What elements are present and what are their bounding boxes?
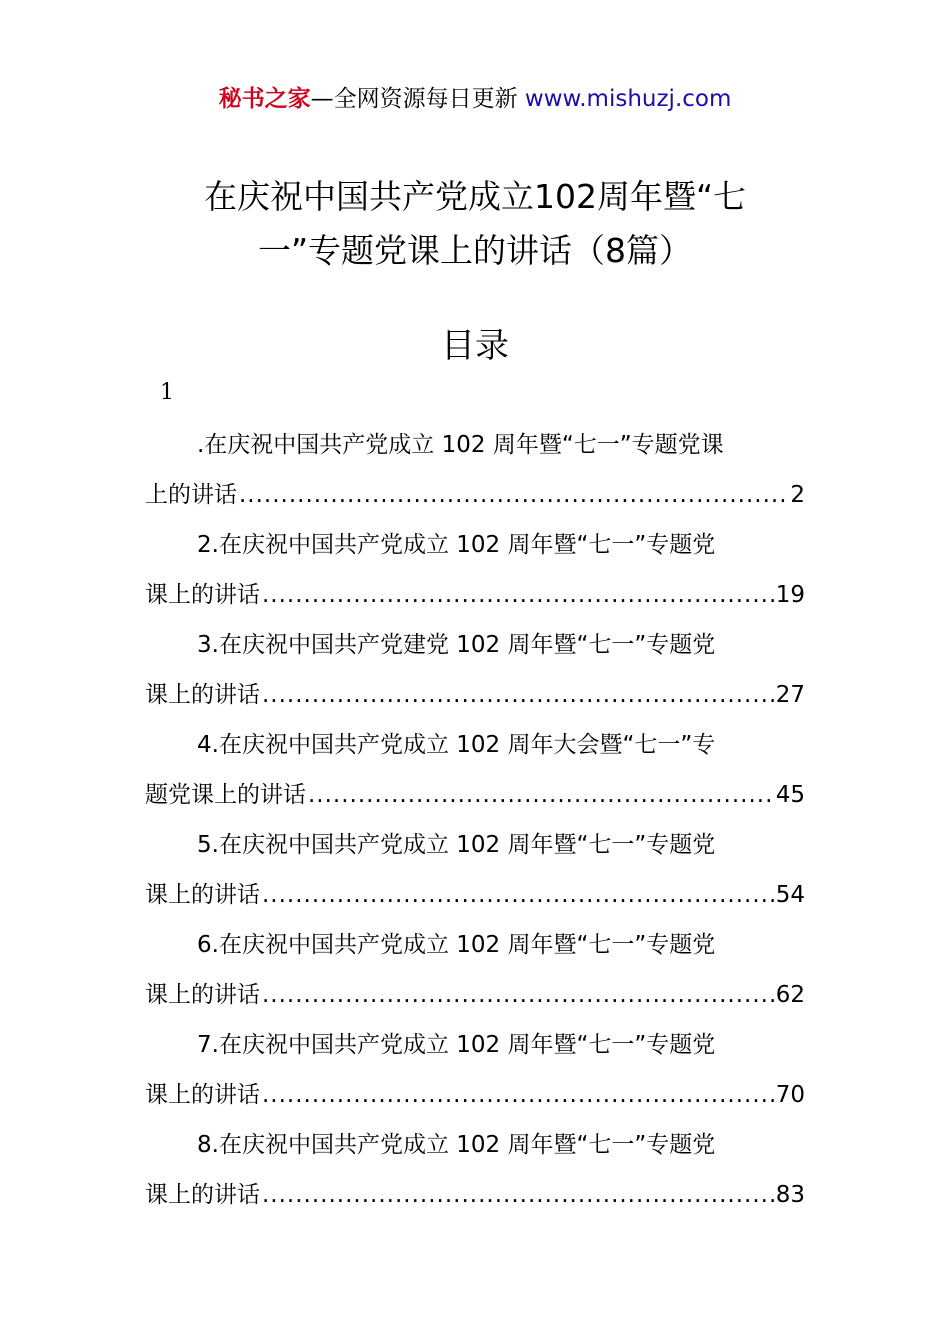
toc-page-number: 2 bbox=[790, 482, 805, 508]
toc-page-number: 62 bbox=[775, 982, 805, 1008]
toc-entry[interactable] bbox=[145, 920, 805, 1020]
toc-page-number: 83 bbox=[775, 1182, 805, 1208]
toc-entry-title-cont: 课上的讲话 bbox=[145, 682, 260, 708]
toc-entry-title-cont: 题党课上的讲话 bbox=[145, 782, 306, 808]
toc-entry[interactable] bbox=[145, 820, 805, 920]
title-line-1: 在庆祝中国共产党成立102周年暨“七 bbox=[203, 177, 747, 216]
document-title bbox=[145, 170, 805, 278]
toc-page-number: 19 bbox=[775, 582, 805, 608]
toc-page-number: 70 bbox=[775, 1082, 805, 1108]
stray-number: 1 bbox=[160, 380, 174, 405]
toc-entry-title: 8.在庆祝中国共产党成立 102 周年暨“七一”专题党 bbox=[197, 1132, 716, 1158]
toc-entry-title: 7.在庆祝中国共产党成立 102 周年暨“七一”专题党 bbox=[197, 1032, 716, 1058]
toc-entry[interactable] bbox=[145, 520, 805, 620]
dot-leader bbox=[262, 1070, 774, 1120]
dot-leader bbox=[262, 870, 774, 920]
toc-entry-title: .在庆祝中国共产党成立 102 周年暨“七一”专题党课 bbox=[197, 432, 724, 458]
dot-leader bbox=[262, 570, 774, 620]
toc-entry-title-cont: 课上的讲话 bbox=[145, 582, 260, 608]
toc-entry[interactable] bbox=[145, 720, 805, 820]
toc-entry-title: 6.在庆祝中国共产党成立 102 周年暨“七一”专题党 bbox=[197, 932, 716, 958]
header-tagline: —全网资源每日更新 bbox=[310, 86, 525, 112]
dot-leader bbox=[239, 470, 788, 520]
toc-page-number: 27 bbox=[775, 682, 805, 708]
dot-leader bbox=[262, 970, 774, 1020]
toc-entry-title-cont: 课上的讲话 bbox=[145, 1082, 260, 1108]
toc-entry-title-cont: 课上的讲话 bbox=[145, 1182, 260, 1208]
toc-entry[interactable] bbox=[145, 1020, 805, 1120]
table-of-contents bbox=[145, 420, 805, 1220]
toc-entry-title: 2.在庆祝中国共产党成立 102 周年暨“七一”专题党 bbox=[197, 532, 716, 558]
site-header bbox=[0, 80, 950, 113]
toc-entry[interactable] bbox=[145, 1120, 805, 1220]
dot-leader bbox=[262, 1170, 774, 1220]
title-line-2: 一”专题党课上的讲话（8篇） bbox=[257, 231, 693, 270]
dot-leader bbox=[308, 770, 774, 820]
toc-entry-title-cont: 上的讲话 bbox=[145, 482, 237, 508]
toc-entry-title-cont: 课上的讲话 bbox=[145, 982, 260, 1008]
toc-entry-title-cont: 课上的讲话 bbox=[145, 882, 260, 908]
site-link[interactable]: www.mishuzj.com bbox=[524, 86, 732, 112]
toc-entry[interactable] bbox=[145, 420, 805, 520]
toc-entry-title: 4.在庆祝中国共产党成立 102 周年大会暨“七一”专 bbox=[197, 732, 716, 758]
toc-entry[interactable] bbox=[145, 620, 805, 720]
dot-leader bbox=[262, 670, 774, 720]
toc-page-number: 45 bbox=[775, 782, 805, 808]
toc-entry-title: 3.在庆祝中国共产党建党 102 周年暨“七一”专题党 bbox=[197, 632, 716, 658]
toc-entry-title: 5.在庆祝中国共产党成立 102 周年暨“七一”专题党 bbox=[197, 832, 716, 858]
toc-heading: 目录 bbox=[441, 326, 509, 366]
brand-name: 秘书之家 bbox=[218, 86, 311, 112]
toc-page-number: 54 bbox=[775, 882, 805, 908]
